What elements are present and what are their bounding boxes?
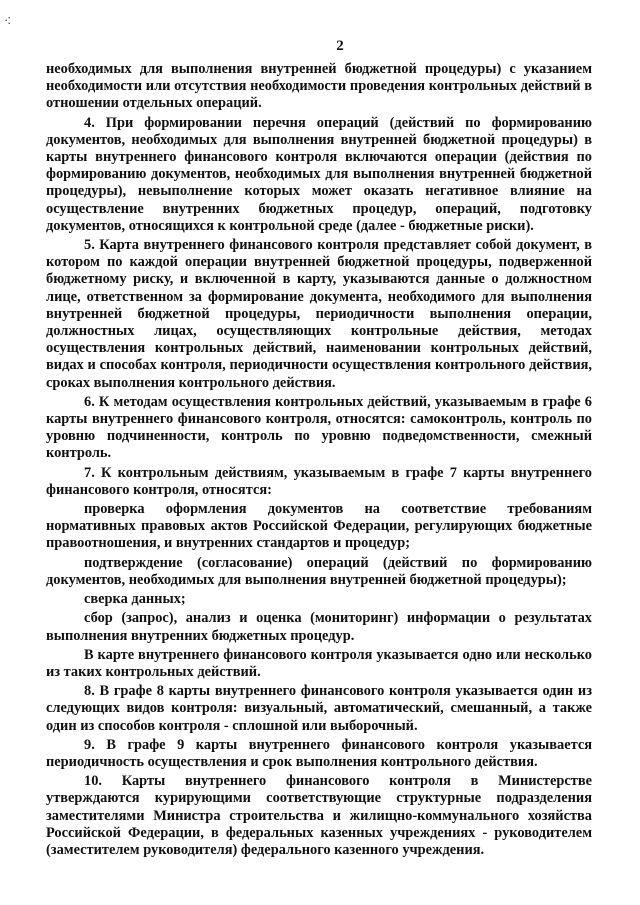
paragraph-continuation: необходимых для выполнения внутренней бюджетной процедуры) с указанием необходимости или отсутствия необходимости проведения контрольных действий в отношении отдельных операций. <box>46 61 592 112</box>
paragraph-4: 4. При формировании перечня операций (действий по формированию документов, необходимых для выполнения внутренней бюджетной процедуры) в карты внутреннего финансового контроля включаются операции (действия по формированию документов, необходимых для выполнения внутренней бюджетной процедуры), невыполнение которых может оказать негативное влияние на осуществление внутренних бюджетных процедур, операций, подготовку документов, относящихся к контрольной среде (далее - бюджетные риски). <box>46 114 592 234</box>
scan-mark: ·: <box>4 12 10 27</box>
paragraph-7: 7. К контрольным действиям, указываемым в графе 7 карты внутреннего финансового контроля, относятся: <box>46 464 592 498</box>
list-item-monitoring: сбор (запрос), анализ и оценка (мониторинг) информации о результатах выполнения внутренних бюджетных процедур. <box>46 610 592 644</box>
paragraph-10: 10. Карты внутреннего финансового контроля в Министерстве утверждаются курирующими соответствующие структурные подразделения заместителями Министра строительства и жилищно-коммунального хозяйства Российской Федерации, в федеральных казенных учреждениях - руководителем (заместителем руководителя) федерального казенного учреждения. <box>46 773 592 858</box>
page-number: 2 <box>336 38 344 54</box>
paragraph-6: 6. К методам осуществления контрольных действий, указываемым в графе 6 карты внутреннего финансового контроля, относятся: самоконтроль, контроль по уровню подчиненности, контроль по уровню подведомственности, смежный контроль. <box>46 393 592 462</box>
paragraph-9: 9. В графе 9 карты внутреннего финансового контроля указывается периодичность осуществления и срок выполнения контрольного действия. <box>46 736 592 770</box>
paragraph-8: 8. В графе 8 карты внутреннего финансового контроля указывается один из следующих видов контроля: визуальный, автоматический, смешанный, а также один из способов контроля - сплошной или выборочный. <box>46 683 592 734</box>
list-item-document-check: проверка оформления документов на соответствие требованиям нормативных правовых актов Российской Федерации, регулирующих бюджетные правоотношения, и внутренних стандартов и процедур; <box>46 501 592 552</box>
list-item-confirmation: подтверждение (согласование) операций (действий по формированию документов, необходимых для выполнения внутренней бюджетной процедуры); <box>46 554 592 588</box>
document-body <box>46 61 592 859</box>
paragraph-5: 5. Карта внутреннего финансового контроля представляет собой документ, в котором по каждой операции внутренней бюджетной процедуры, подверженной бюджетному риску, и включенной в карту, указываются данные о должностном лице, ответственном за формирование документа, необходимого для выполнения внутренней бюджетной процедуры, периодичности выполнения операции, должностных лицах, осуществляющих контрольные действия, методах осуществления контрольных действий, наименовании контрольных действий, видах и способах контроля, периодичности осуществления контрольного действия, сроках выполнения контрольного действия. <box>46 237 592 391</box>
paragraph-note: В карте внутреннего финансового контроля указывается одно или несколько из таких контрольных действий. <box>46 646 592 680</box>
list-item-reconciliation: сверка данных; <box>84 591 186 608</box>
